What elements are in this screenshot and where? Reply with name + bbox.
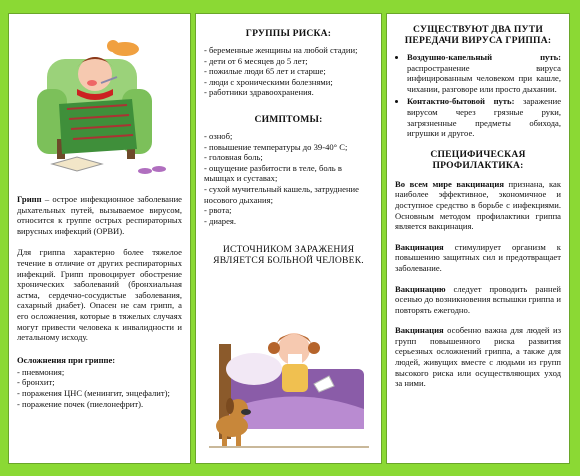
symptom-item: - диарея. — [204, 216, 373, 227]
prevention-term-2: Вакцинация — [395, 241, 444, 252]
symptom-item: - ощущение разбитости в теле, боль в мышцах и суставах; — [204, 163, 373, 184]
symptom-item: - озноб; — [204, 131, 373, 142]
risk-groups-list — [204, 45, 373, 98]
risk-item: - люди с хроническими болезнями; — [204, 77, 373, 88]
severity-paragraph: Для гриппа характерно более тяжелое течение в отличие от других респираторных инфекций. Грипп провоцирует обострение хронических заболеваний (бронхиальная астма, сердечно-сосудистые заболевания, сахарный диабет). Опасен не сам грипп, а его осложнения, которые в тяжелых случаях могут привести человека к инвалидности и летальному исходу. — [17, 247, 182, 343]
panel-left — [8, 13, 191, 464]
transmission-way-term: Воздушно-капельный путь: — [407, 52, 561, 62]
complications-list — [17, 367, 182, 409]
sneezing-girl-illustration — [204, 314, 374, 459]
intro-text: – острое инфекционное заболевание дыхательных путей, вызываемое вирусом, относится к группе острых респираторных вирусных инфекций (ОРВИ). — [17, 194, 182, 236]
intro-term: Грипп — [17, 194, 42, 204]
panel-middle — [195, 13, 382, 464]
transmission-ways-title: СУЩЕСТВУЮТ ДВА ПУТИ ПЕРЕДАЧИ ВИРУСА ГРИППА: — [404, 24, 552, 46]
prevention-paragraph-4 — [395, 325, 561, 389]
intro-paragraph — [17, 194, 182, 236]
prevention-term-4: Вакцинация — [395, 325, 444, 336]
symptoms-title: СИМПТОМЫ: — [254, 113, 323, 125]
symptoms-list — [204, 131, 373, 226]
prevention-paragraph-1 — [395, 179, 561, 232]
transmission-way-text: заражение вирусом через грязные руки, загрязненные предметы обихода, игрушки и другое. — [407, 96, 562, 139]
risk-groups-title: ГРУППЫ РИСКА: — [245, 28, 332, 39]
prevention-text-3: следует проводить ранней осенью до возникновения вспышки гриппа и повторять ежегодно. — [395, 283, 561, 315]
transmission-way-text: распространение вируса инфицированным человеком при кашле, чихании, разговоре или просто дыхании. — [407, 62, 561, 94]
risk-item: - работники здравоохранения. — [204, 87, 373, 98]
infection-source-title: ИСТОЧНИКОМ ЗАРАЖЕНИЯ ЯВЛЯЕТСЯ БОЛЬНОЙ ЧЕЛОВЕК. — [213, 244, 364, 267]
prevention-text-4: особенно важна для людей из групп повышенного риска развития серьезных осложнений гриппа, а также для людей, живущих вместе с людьми из групп высокого риска или осуществляющих уход за ними. — [395, 325, 561, 389]
complication-item: - пневмония; — [17, 367, 182, 378]
transmission-way-item — [407, 96, 561, 138]
prevention-term-3: Вакцинацию — [395, 283, 446, 294]
complication-item: - бронхит; — [17, 377, 182, 388]
sick-child-illustration — [17, 19, 187, 179]
risk-item: - дети от 6 месяцев до 5 лет; — [204, 56, 373, 67]
transmission-way-term: Контактно-бытовой путь: — [407, 96, 515, 107]
prevention-title: СПЕЦИФИЧЕСКАЯ ПРОФИЛАКТИКА: — [430, 148, 526, 171]
prevention-text-2: стимулирует организм к повышению защитных сил и предотвращает заболевание. — [395, 241, 561, 273]
symptom-item: - головная боль; — [204, 152, 373, 163]
symptom-item: - повышение температуры до 39-40° С; — [204, 142, 373, 153]
symptom-item: - сухой мучительный кашель, затруднение носового дыхания; — [204, 184, 373, 205]
risk-item: - беременные женщины на любой стадии; — [204, 45, 373, 56]
transmission-way-item — [407, 52, 561, 94]
complications-title: Осложнения при гриппе: — [17, 354, 116, 365]
panel-right — [386, 13, 570, 464]
risk-item: - пожилые люди 65 лет и старше; — [204, 66, 373, 77]
complication-item: - поражения ЦНС (менингит, энцефалит); — [17, 388, 182, 399]
prevention-text-1: признана, как наиболее эффективное, экономичное и доступное средство в борьбе с инфекциями. Основным методом профилактики гриппа является вакцинация. — [395, 178, 561, 232]
prevention-paragraph-3 — [395, 284, 561, 316]
symptom-item: - рвота; — [204, 205, 373, 216]
prevention-paragraph-2 — [395, 242, 561, 274]
complication-item: - поражение почек (пиелонефрит). — [17, 399, 182, 410]
prevention-term-1: Во всем мире вакцинация — [395, 178, 504, 189]
transmission-ways-list — [395, 52, 561, 139]
